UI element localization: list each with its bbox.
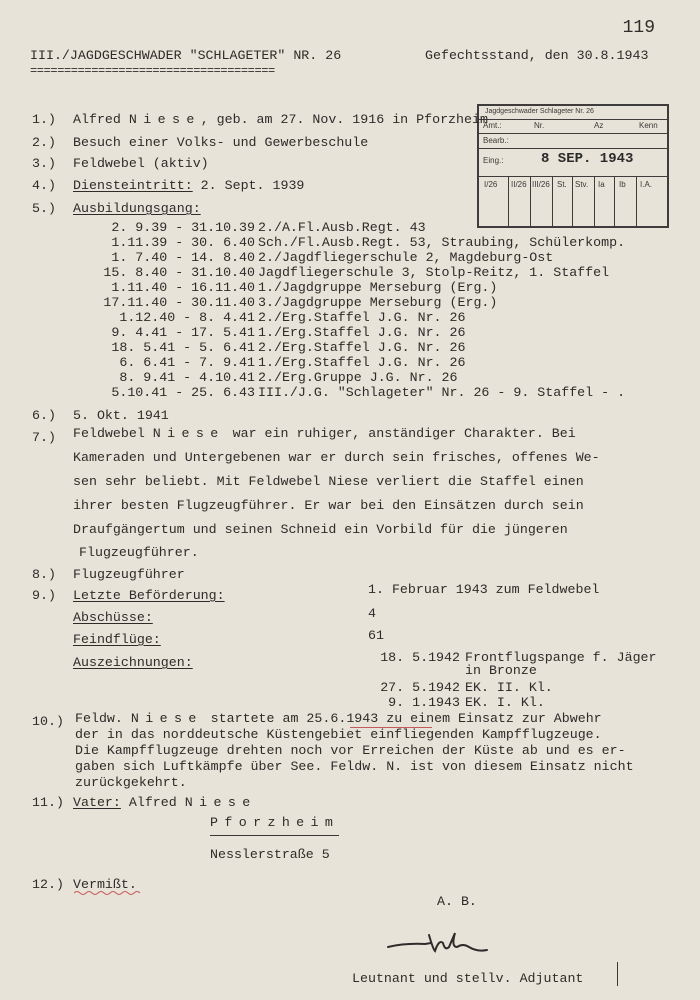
signatory-title: Leutnant und stellv. Adjutant [352,971,584,986]
header-underline: ==================================== [30,64,275,78]
promotion-label: Letzte Beförderung: [73,588,225,603]
stamp-col-5: Stv. [575,180,589,189]
handwritten-signature [385,925,495,961]
father-label: Vater: [73,795,121,810]
training-dates: 1.11.40 - 16.11.40 [111,280,255,295]
kills-label: Abschüsse: [73,610,153,625]
page-number: 119 [622,18,655,38]
training-unit: 1./Jagdgruppe Merseburg (Erg.) [258,280,498,295]
surname: Niese [152,426,225,441]
item-9-number: 9.) [32,588,56,603]
father-street: Nesslerstraße 5 [210,847,330,862]
stamp-col-2: II/26 [511,180,527,189]
training-unit: Jagdfliegerschule 3, Stolp-Reitz, 1. Staffel [258,265,610,280]
awards-label: Auszeichnungen: [73,655,193,670]
item-10-line: der in das norddeutsche Küstengebiet einfliegenden Kampfflugzeuge. [75,727,602,742]
training-unit: 2./A.Fl.Ausb.Regt. 43 [258,220,426,235]
training-dates: 2. 9.39 - 31.10.39 [111,220,255,235]
item-7-line: Feldwebel Niese war ein ruhiger, anständiger Charakter. Bei [73,426,576,441]
item-11-text: Vater: Alfred Niese [73,795,257,810]
training-dates: 9. 4.41 - 17. 5.41 [111,325,255,340]
red-underline [350,727,432,728]
award-text: Frontflugspange f. Jäger [465,650,657,665]
item-2-number: 2.) [32,135,56,150]
item-1-text: Alfred Niese, geb. am 27. Nov. 1916 in Pforzheim [73,112,488,127]
father-surname: Niese [184,795,257,810]
red-wavy-underline [74,890,144,896]
item-10-line: zurückgekehrt. [75,775,187,790]
award-text: in Bronze [465,663,537,678]
item-10-number: 10.) [32,714,64,729]
item-8-number: 8.) [32,567,56,582]
training-dates: 18. 5.41 - 5. 6.41 [111,340,255,355]
surname: Niese [128,112,201,127]
training-unit: III./J.G. "Schlageter" Nr. 26 - 9. Staffel - . [258,385,626,400]
training-unit: 1./Erg.Staffel J.G. Nr. 26 [258,355,466,370]
item-3-text: Feldwebel (aktiv) [73,156,209,171]
item-10-line: Die Kampfflugzeuge drehten noch vor Erreichen der Küste ab und es er- [75,743,626,758]
stamp-amt-label: Amt.: [483,121,502,130]
stamp-col-3: III/26 [532,180,550,189]
training-dates: 1. 7.40 - 14. 8.40 [111,250,255,265]
item-7-line: Draufgängertum und seinen Schneid ein Vorbild für die jüngeren [73,522,568,537]
training-unit: 2./Erg.Staffel J.G. Nr. 26 [258,310,466,325]
item-2-text: Besuch einer Volks- und Gewerbeschule [73,135,369,150]
stamp-col-1: I/26 [484,180,498,189]
item-7-line: sen sehr beliebt. Mit Feldwebel Niese verliert die Staffel einen [73,474,584,489]
surname: Niese [130,711,203,726]
item-12-number: 12.) [32,877,64,892]
item-7-line: ihrer besten Flugzeugführer. Er war bei den Einsätzen durch sein [73,498,584,513]
stamp-col-6: Ia [598,180,605,189]
training-dates: 1.11.39 - 30. 6.40 [111,235,255,250]
stamp-eing-label: Eing.: [483,156,504,165]
stamp-col-7: Ib [619,180,626,189]
training-dates: 17.11.40 - 30.11.40 [103,295,255,310]
item-10-line: Feldw. Niese startete am 25.6.1943 zu einem Einsatz zur Abwehr [75,711,602,726]
location-date: Gefechtsstand, den 30.8.1943 [425,48,649,63]
award-date: 18. 5.1942 [380,650,460,665]
training-unit: 2./Jagdfliegerschule 2, Magdeburg-Ost [258,250,554,265]
stamp-kenn-label: Kenn [639,121,658,130]
training-dates: 6. 6.41 - 7. 9.41 [119,355,255,370]
item-8-text: Flugzeugführer [73,567,185,582]
receipt-stamp [477,104,669,228]
item-4-text: Diensteintritt: 2. Sept. 1939 [73,178,305,193]
item-11-number: 11.) [32,795,64,810]
training-unit: 2./Erg.Gruppe J.G. Nr. 26 [258,370,458,385]
item-7-number: 7.) [32,430,56,445]
ab-note: A. B. [437,894,477,909]
item-7-line: Flugzeugführer. [79,545,199,560]
award-date: 27. 5.1942 [380,680,460,695]
training-dates: 5.10.41 - 25. 6.43 [111,385,255,400]
sorties-label: Feindflüge: [73,632,161,647]
training-unit: Sch./Fl.Ausb.Regt. 53, Straubing, Schülerkomp. [258,235,626,250]
stamp-nr-label: Nr. [534,121,545,130]
item-6-text: 5. Okt. 1941 [73,408,169,423]
item-12-text: Vermißt. [73,877,137,892]
stamp-az-label: Az [594,121,604,130]
item-6-number: 6.) [32,408,56,423]
item-3-number: 3.) [32,156,56,171]
training-unit: 1./Erg.Staffel J.G. Nr. 26 [258,325,466,340]
item-4-number: 4.) [32,178,56,193]
promotion-value: 1. Februar 1943 zum Feldwebel [368,582,600,597]
margin-mark [617,962,618,986]
training-dates: 8. 9.41 - 4.10.41 [119,370,255,385]
kills-value: 4 [368,606,376,621]
training-unit: 2./Erg.Staffel J.G. Nr. 26 [258,340,466,355]
stamp-header: Jagdgeschwader Schlageter Nr. 26 [485,108,594,115]
father-city: Pforzheim [210,814,339,836]
sorties-value: 61 [368,628,384,643]
award-text: EK. II. Kl. [465,680,553,695]
item-5-number: 5.) [32,201,56,216]
award-date: 9. 1.1943 [388,695,460,710]
stamp-bearb-label: Bearb.: [483,136,509,145]
item-10-line: gaben sich Luftkämpfe über See. Feldw. N. ist von diesem Einsatz nicht [75,759,634,774]
training-label: Ausbildungsgang: [73,201,201,216]
stamp-col-4: St. [557,180,567,189]
training-dates: 15. 8.40 - 31.10.40 [103,265,255,280]
stamp-col-8: I.A. [640,180,653,189]
stamp-date: 8 SEP. 1943 [541,151,634,167]
service-entry-label: Diensteintritt: [73,178,193,193]
award-text: EK. I. Kl. [465,695,545,710]
item-7-line: Kameraden und Untergebenen war er durch sein frisches, offenes We- [73,450,600,465]
training-dates: 1.12.40 - 8. 4.41 [119,310,255,325]
unit-header: III./JAGDGESCHWADER "SCHLAGETER" NR. 26 [30,48,342,63]
item-1-number: 1.) [32,112,56,127]
training-unit: 3./Jagdgruppe Merseburg (Erg.) [258,295,498,310]
